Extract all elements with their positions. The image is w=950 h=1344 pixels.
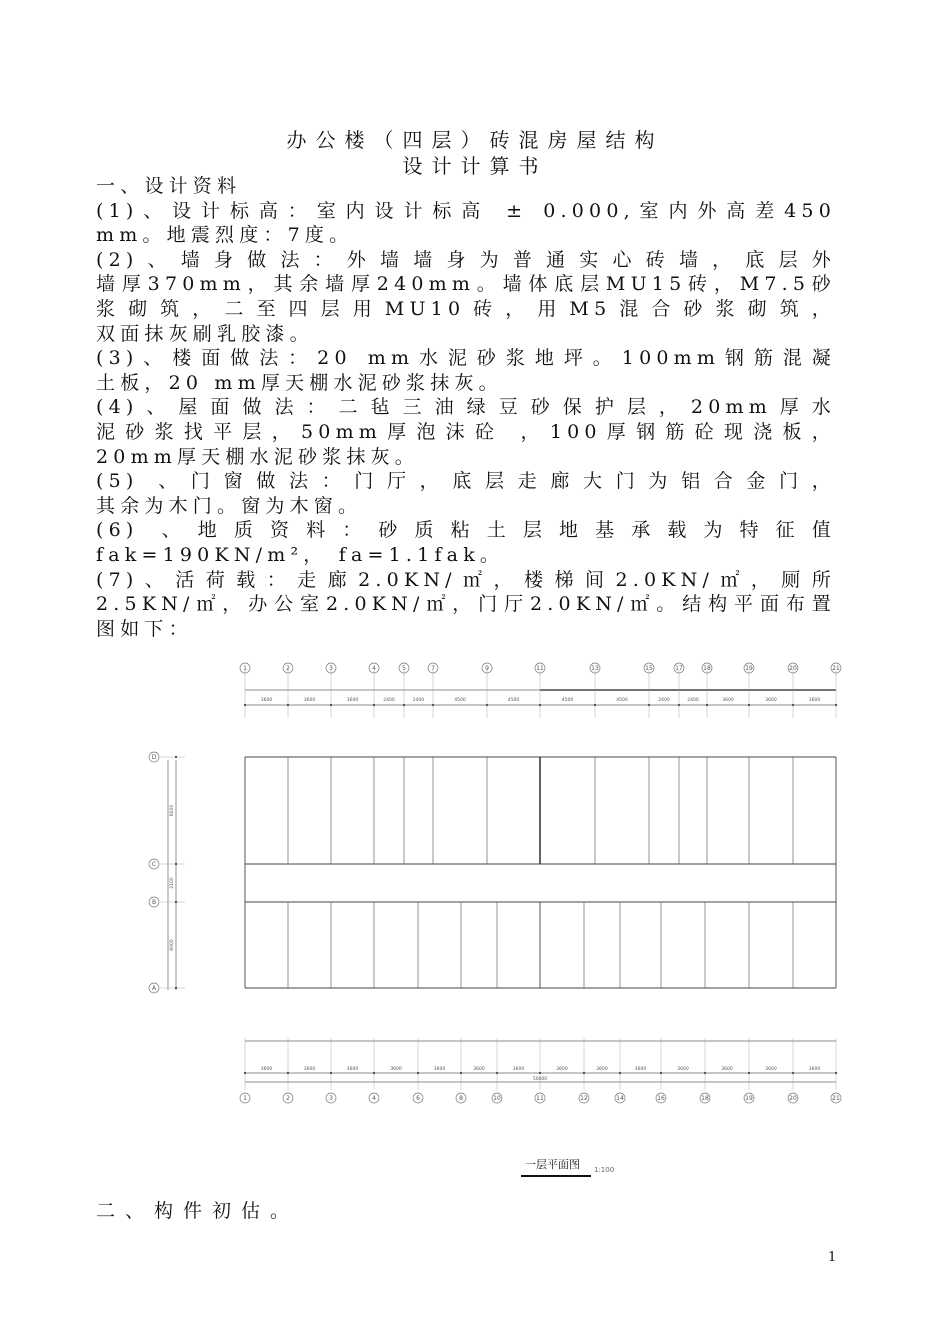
text-line: 其余为木门。窗为木窗。 xyxy=(96,494,363,517)
bottom-dim-label: 3600 xyxy=(433,1067,446,1072)
bottom-dim-label: 3600 xyxy=(346,1067,359,1072)
bottom-dim-node xyxy=(619,1072,621,1074)
bottom-axis-bubble-label: 18 xyxy=(701,1095,709,1102)
left-axis-bubble-label: D xyxy=(151,754,157,761)
design-data-text xyxy=(96,174,836,641)
text-line: 图如下： xyxy=(96,617,193,640)
text-line: 20mm厚天棚水泥砂浆抹灰。 xyxy=(96,445,420,468)
top-axis-bubble-label: 9 xyxy=(485,665,489,672)
text-line: (5) 、门窗做法：门厅，底层走廊大门为铝合金门， xyxy=(96,470,836,493)
text-line: (2)、墙身做法：外墙墙身为普通实心砖墙，底层外 xyxy=(96,248,836,271)
left-dim-label: 6000 xyxy=(170,939,175,951)
top-dim-node xyxy=(403,704,405,706)
left-dim-node xyxy=(175,756,177,758)
left-axis-bubble-label: A xyxy=(151,985,157,992)
top-dim-node xyxy=(539,704,541,706)
left-dim-node xyxy=(175,987,177,989)
bottom-dim-node xyxy=(496,1072,498,1074)
doc-title-line1: 办公楼（四层）砖混房屋结构 xyxy=(286,128,664,152)
text-line: (1)、设计标高：室内设计标高 ± 0.000,室内外高差450 xyxy=(96,199,836,222)
left-dim-node xyxy=(175,863,177,865)
text-line: (7)、活荷载：走廊2.0KN/㎡，楼梯间2.0KN/㎡，厕所 xyxy=(96,568,836,591)
top-dim-label: 3600 xyxy=(346,698,359,703)
top-axis-bubble-label: 3 xyxy=(329,665,333,672)
text-line: 2.5KN/㎡，办公室2.0KN/㎡，门厅2.0KN/㎡。结构平面布置 xyxy=(96,593,836,616)
top-dim-node xyxy=(330,704,332,706)
text-line: (3)、楼面做法：20 mm水泥砂浆地坪。100mm钢筋混凝 xyxy=(96,347,836,370)
top-dim-node xyxy=(594,704,596,706)
bottom-dim-label: 3600 xyxy=(260,1067,273,1072)
bottom-dim-node xyxy=(583,1072,585,1074)
bottom-axis-bubble-label: 3 xyxy=(329,1095,333,1102)
bottom-dim-node xyxy=(287,1072,289,1074)
top-dim-label: 2400 xyxy=(383,698,395,703)
bottom-axis-bubble-label: 10 xyxy=(493,1095,501,1102)
top-axis-bubble-label: 2 xyxy=(286,665,290,672)
bottom-axis-bubble-label: 12 xyxy=(580,1095,588,1102)
top-dim-node xyxy=(432,704,434,706)
bottom-dim-node xyxy=(835,1072,837,1074)
bottom-dim-label: 3600 xyxy=(390,1067,402,1072)
bottom-axis-bubble-label: 14 xyxy=(616,1095,624,1102)
bottom-dim-label: 3600 xyxy=(473,1067,485,1072)
bottom-dim-label: 3600 xyxy=(765,1067,777,1072)
top-dim-label: 4500 xyxy=(616,698,628,703)
top-dim-node xyxy=(486,704,488,706)
left-dim-label: 6000 xyxy=(170,804,175,817)
text-line: 双面抹灰刷乳胶漆。 xyxy=(96,322,314,345)
bottom-dim-label: 3600 xyxy=(808,1067,821,1072)
top-dim-label: 4500 xyxy=(507,698,520,703)
top-dim-label: 3600 xyxy=(303,698,316,703)
top-axis-bubble-label: 4 xyxy=(372,665,376,672)
top-axis-bubble-label: 11 xyxy=(536,665,544,672)
bottom-dim-label: 3600 xyxy=(596,1067,608,1072)
top-dim-node xyxy=(373,704,375,706)
top-axis-bubble-label: 13 xyxy=(591,665,599,672)
doc-title-line2: 设计计算书 xyxy=(402,154,548,178)
bottom-dim-label: 3600 xyxy=(556,1067,568,1072)
left-dim-node xyxy=(175,901,177,903)
bottom-dim-node xyxy=(373,1072,375,1074)
top-dim-node xyxy=(792,704,794,706)
bottom-axis-bubble-label: 6 xyxy=(416,1095,420,1102)
section2-heading: 二、构件初估。 xyxy=(96,1200,300,1222)
bottom-dim-label: 3600 xyxy=(677,1067,689,1072)
left-axis-bubble-label: B xyxy=(151,899,157,906)
bottom-dim-label: 3600 xyxy=(634,1067,647,1072)
bottom-axis-bubble-label: 4 xyxy=(372,1095,376,1102)
top-axis-bubble-label: 1 xyxy=(243,665,247,672)
top-dim-label: 3600 xyxy=(808,698,821,703)
bottom-axis-bubble-label: 1 xyxy=(243,1095,247,1102)
text-line: mm。地震烈度：7度。 xyxy=(96,224,354,247)
text-line: (6) 、地质资料：砂质粘土层地基承载为特征值 xyxy=(96,519,836,542)
bottom-axis-bubble-label: 11 xyxy=(536,1095,544,1102)
top-dim-node xyxy=(244,704,246,706)
top-dim-node xyxy=(835,704,837,706)
bottom-dim-node xyxy=(660,1072,662,1074)
bottom-total-label: 50400 xyxy=(532,1077,548,1082)
top-axis-bubble-label: 17 xyxy=(675,665,683,672)
top-axis-bubble-label: 19 xyxy=(745,665,753,672)
top-dim-node xyxy=(748,704,750,706)
top-dim-label: 2400 xyxy=(687,698,699,703)
top-axis-bubble-label: 18 xyxy=(703,665,711,672)
plan-caption: 一层平面图 xyxy=(525,1158,580,1171)
text-line: 泥砂浆找平层，50mm厚泡沫砼 ，100厚钢筋砼现浇板， xyxy=(96,420,836,443)
bottom-dim-label: 3600 xyxy=(721,1067,733,1072)
top-dim-label: 4500 xyxy=(454,698,466,703)
bottom-dim-node xyxy=(244,1072,246,1074)
bottom-dim-node xyxy=(460,1072,462,1074)
top-dim-label: 2400 xyxy=(658,698,670,703)
top-axis-bubble-label: 15 xyxy=(645,665,653,672)
text-line: 土板，20 mm厚天棚水泥砂浆抹灰。 xyxy=(96,371,503,394)
top-dim-node xyxy=(678,704,680,706)
bottom-dim-label: 3600 xyxy=(512,1067,525,1072)
top-dim-label: 3600 xyxy=(765,698,777,703)
bottom-dim-label: 3600 xyxy=(303,1067,316,1072)
top-dim-label: 3600 xyxy=(260,698,273,703)
bottom-dim-node xyxy=(330,1072,332,1074)
top-axis-bubble-label: 7 xyxy=(431,665,435,672)
bottom-dim-node xyxy=(417,1072,419,1074)
section-heading: 一、设计资料 xyxy=(96,175,242,197)
left-axis-bubble-label: C xyxy=(151,861,157,868)
text-line: fak=190KN/m²， fa=1.1fak。 xyxy=(96,543,505,566)
left-dim-label: 2100 xyxy=(170,877,175,889)
bottom-dim-node xyxy=(748,1072,750,1074)
bottom-axis-bubble-label: 8 xyxy=(459,1095,463,1102)
top-axis-bubble-label: 21 xyxy=(832,665,840,672)
top-dim-node xyxy=(648,704,650,706)
caption-underline xyxy=(521,1175,591,1177)
bottom-axis-bubble-label: 16 xyxy=(657,1095,665,1102)
floor-plan-drawing xyxy=(140,655,860,1115)
page-number: 1 xyxy=(828,1250,837,1265)
bottom-axis-bubble-label: 19 xyxy=(745,1095,753,1102)
top-dim-label: 2400 xyxy=(412,698,425,703)
top-dim-node xyxy=(287,704,289,706)
top-dim-node xyxy=(706,704,708,706)
top-axis-bubble-label: 5 xyxy=(402,665,406,672)
plan-scale: 1:100 xyxy=(594,1166,615,1174)
bottom-dim-node xyxy=(704,1072,706,1074)
top-axis-bubble-label: 20 xyxy=(789,665,797,672)
bottom-dim-node xyxy=(792,1072,794,1074)
text-line: 浆砌筑，二至四层用MU10砖，用M5混合砂浆砌筑， xyxy=(96,297,836,320)
bottom-dim-node xyxy=(539,1072,541,1074)
bottom-axis-bubble-label: 21 xyxy=(832,1095,840,1102)
bottom-axis-bubble-label: 2 xyxy=(286,1095,290,1102)
text-line: 墙厚370mm，其余墙厚240mm。墙体底层MU15砖，M7.5砂 xyxy=(96,273,836,296)
bottom-axis-bubble-label: 20 xyxy=(789,1095,797,1102)
text-line: (4)、屋面做法：二毡三油绿豆砂保护层，20mm厚水 xyxy=(96,396,836,419)
top-dim-label: 4500 xyxy=(561,698,574,703)
top-dim-label: 3600 xyxy=(722,698,734,703)
